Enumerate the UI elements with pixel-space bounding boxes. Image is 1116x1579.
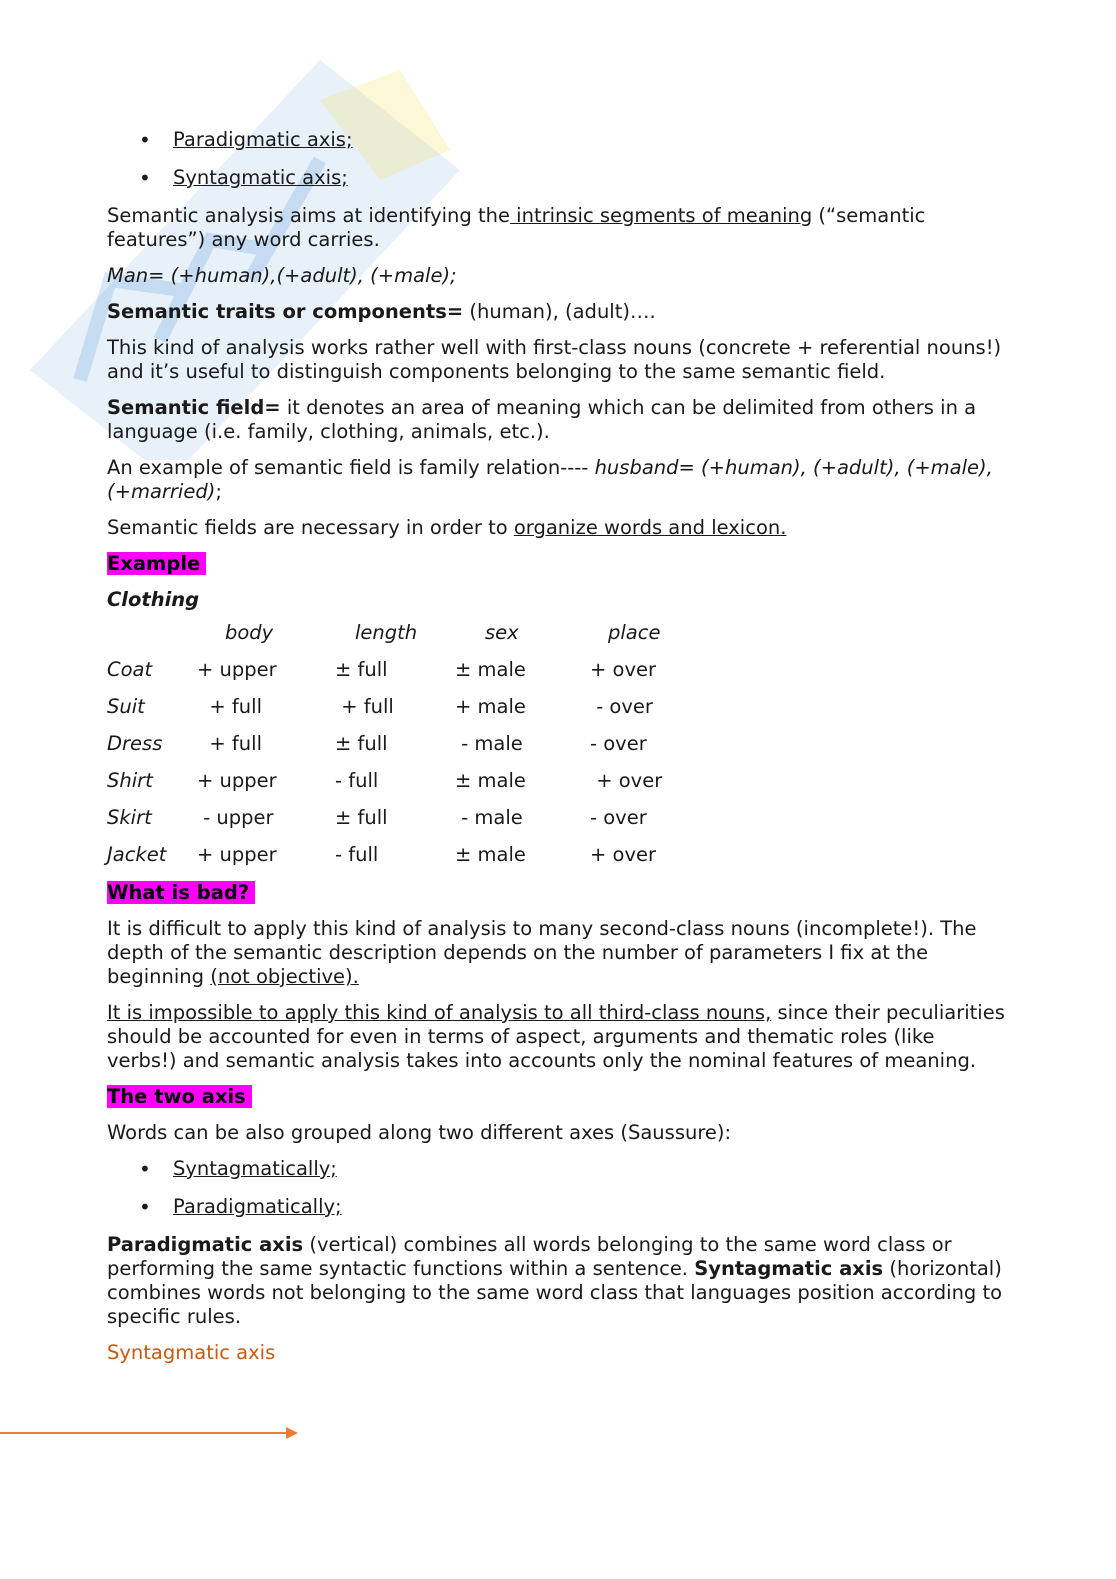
section-label-what-is-bad: What is bad? [107,881,1007,905]
paragraph-saussure: Words can be also grouped along two different axes (Saussure): [107,1121,732,1144]
syntagmatic-axis-label: Syntagmatic axis [107,1341,276,1364]
table-row: Dress + full ± full - male - over [107,731,647,755]
semantic-traits-definition: Semantic traits or components= (human), (adult)…. [107,300,656,323]
list-item: • Syntagmatically; [107,1157,1007,1181]
paragraph-axes-definition: Paradigmatic axis (vertical) combines all words belonging to the same word class or performing the same syntactic functions within a sentence. Syntagmatic axis (horizontal) combines words not belonging to the same word class that languages position according to specific rules. [107,1233,1003,1328]
table-row: Skirt - upper ± full - male - over [107,805,647,829]
clothing-title: Clothing [107,588,200,611]
paragraph-organize-words: Semantic fields are necessary in order to organize words and lexicon. [107,516,787,539]
bullet-list-top [107,128,1007,190]
paragraph-third-class-nouns: It is impossible to apply this kind of analysis to all third-class nouns, since their peculiarities should be accounted for even in terms of aspect, arguments and thematic roles (like verbs!) and semantic analysis takes into accounts only the nominal features of meaning. [107,1001,1005,1072]
table-row: Jacket + upper - full ± male + over [107,842,657,866]
list-item: • Paradigmatically; [107,1195,1007,1219]
paragraph-second-class-nouns: It is difficult to apply this kind of analysis to many second-class nouns (incomplete!). The depth of the semantic description depends on the number of parameters I fix at the beginning (not objective). [107,917,977,988]
paragraph-first-class-nouns: This kind of analysis works rather well with first-class nouns (concrete + referential nouns!) and it’s useful to distinguish components belonging to the same semantic field. [107,336,1002,383]
section-label-two-axis: The two axis [107,1085,1007,1109]
semantic-field-definition: Semantic field= it denotes an area of meaning which can be delimited from others in a language (i.e. family, clothing, animals, etc.). [107,396,977,443]
list-item: • Syntagmatic axis; [107,166,1007,190]
bullet-list-bottom [107,1157,1007,1219]
family-relation-example: An example of semantic field is family relation---- husband= (+human), (+adult), (+male), (+married); [107,456,993,503]
table-row: Shirt + upper - full ± male + over [107,768,663,792]
section-label-example: Example [107,552,1007,576]
man-example: Man= (+human),(+adult), (+male); [107,264,457,287]
table-row: Suit + full + full + male - over [107,694,653,718]
document-body [107,128,1007,1377]
paragraph-semantic-analysis: Semantic analysis aims at identifying the intrinsic segments of meaning (“semantic features”) any word carries. [107,204,926,251]
list-item: • Paradigmatic axis; [107,128,1007,152]
clothing-features-table [107,614,708,873]
table-row: Coat + upper ± full ± male + over [107,657,657,681]
syntagmatic-arrow-icon [0,1426,300,1440]
table-header-row: body length sex place [225,620,661,644]
